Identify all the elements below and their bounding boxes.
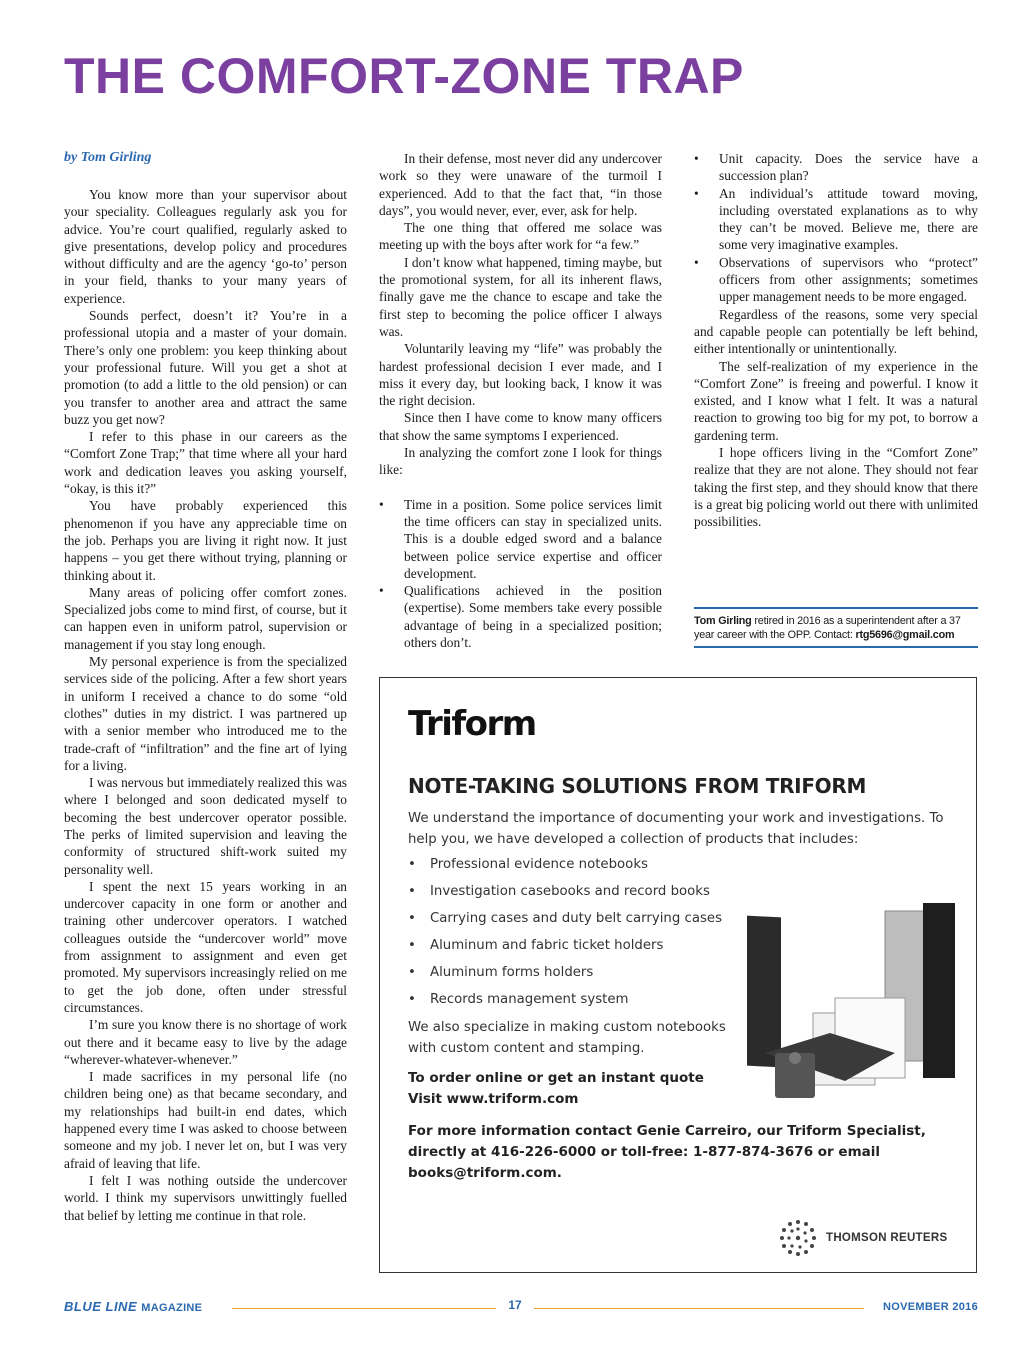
- ad-list-item: • Aluminum forms holders: [408, 963, 722, 990]
- column-3: [694, 150, 978, 531]
- paragraph: I refer to this phase in our careers as the “Comfort Zone Trap;” that time where all your hard work and dedication leaves you asking yourself, “okay, is this it?”: [64, 429, 347, 497]
- paragraph: I felt I was nothing outside the undercover world. I think my supervisors unwittingly fuelled that belief by letting me continue in that role.: [64, 1172, 347, 1223]
- ad-intro: We understand the importance of documenting your work and investigations. To help you, we have developed a collection of products that includes:: [408, 811, 944, 847]
- ad-order-info: [408, 1068, 704, 1110]
- paragraph: Many areas of policing offer comfort zones. Specialized jobs come to mind first, of course, but it can happen even in uniform patrol, supervision or management if you stay long enough.: [64, 584, 347, 652]
- list-item: • Qualifications achieved in the position (expertise). Some members take every possible advantage of being in a specialized position; others don’t.: [379, 582, 662, 651]
- paragraph: I was nervous but immediately realized this was where I belonged and soon dedicated myself to becoming the best undercover operator possible. The perks of limited supervision and leaving the conformity of structured shift-work suited my personality well.: [64, 775, 347, 877]
- triform-logo: Triform: [408, 704, 536, 744]
- list-item: • Unit capacity. Does the service have a succession plan?: [694, 150, 978, 185]
- paragraph: In analyzing the comfort zone I look for things like:: [379, 445, 662, 478]
- brand-name: BLUE LINE: [64, 1299, 138, 1314]
- paragraph: Since then I have come to know many officers that show the same symptoms I experienced.: [379, 410, 662, 443]
- paragraph: I’m sure you know there is no shortage of work out there and it became easy to live by the adage “wherever-whatever-whenever.”: [64, 1017, 347, 1067]
- ad-list-item: • Investigation casebooks and record books: [408, 882, 722, 909]
- ad-headline: NOTE-TAKING SOLUTIONS FROM TRIFORM: [408, 774, 867, 798]
- column-2: [379, 150, 662, 651]
- paragraph: I don’t know what happened, timing maybe, but the promotional system, for all its inherent flaws, finally gave me the chance to escape and take the first step to becoming the police officer I always was.: [379, 254, 662, 339]
- paragraph: I hope officers living in the “Comfort Zone” realize that they are not alone. They should not fear taking the first step, and they should know that there is a great big policing world out there with unlimited possibilities.: [694, 445, 978, 530]
- paragraph: The one thing that offered me solace was meeting up with the boys after work for “a few.”: [379, 220, 662, 253]
- issue-date: NOVEMBER 2016: [883, 1301, 978, 1313]
- paragraph: Regardless of the reasons, some very special and capable people can potentially be left behind, either intentionally or unintentionally.: [694, 306, 978, 357]
- page-footer: [64, 1297, 978, 1317]
- paragraph: You know more than your supervisor about your speciality. Colleagues regularly ask you for advice. You’re court qualified, regularly asked to give presentations, develop policy and procedures without difficulty and are the agency ‘go-to’ person in your field, thanks to your many years of experience.: [64, 187, 347, 306]
- footer-brand: [64, 1299, 202, 1314]
- brand-magazine: MAGAZINE: [141, 1302, 203, 1314]
- notebook-products-image: [735, 903, 960, 1103]
- ad-contact-info: For more information contact Genie Carreiro, our Triform Specialist, directly at 416-226-6000 or toll-free: 1-877-874-3676 or email books@triform.com.: [408, 1123, 926, 1181]
- paragraph: In their defense, most never did any undercover work so they were unaware of the turmoil I experienced. Add to that the fact that, “in those days”, you would never, ever, ever, ask for help.: [379, 151, 662, 218]
- bullet-list: [379, 496, 662, 652]
- bio-text: retired in 2016 as a superintendent after a 37 year career with the OPP. Contact:: [694, 615, 961, 641]
- list-item: • Time in a position. Some police services limit the time officers can stay in specialized units. This is a double edged sword and a balance between police service expertise and officer development.: [379, 496, 662, 582]
- paragraph: I made sacrifices in my personal life (no children being one) as that became secondary, and my relationships had built-in end dates, which happened every time I was asked to choose between someone and my job. I never let on, but I was very afraid of leaving that life.: [64, 1069, 347, 1171]
- ad-list-item: • Professional evidence notebooks: [408, 855, 722, 882]
- paragraph: You have probably experienced this phenomenon if you have any appreciable time on the job. Perhaps you are living it right now. It just happens – you get there without trying, planning or thinking about it.: [64, 498, 347, 583]
- paragraph: Voluntarily leaving my “life” was probably the hardest professional decision I ever made, and I miss it every day, but looking back, I know it was the right decision.: [379, 341, 662, 409]
- thomson-reuters-globe-icon: [778, 1218, 818, 1258]
- bullet-list: [694, 150, 978, 306]
- list-item: • An individual’s attitude toward moving, including overstated explanations as to why they can’t be moved. Believe me, there are some very imaginative examples.: [694, 185, 978, 254]
- column-1: [64, 186, 347, 1224]
- paragraph: Sounds perfect, doesn’t it? You’re in a professional utopia and a master of your domain. There’s only one problem: you keep thinking about your professional future. Will you get a shot at promotion (to add a little to the old pension) or can you transfer to another area and attract the same buzz you get now?: [64, 308, 347, 427]
- ad-list-item: • Records management system: [408, 990, 722, 1017]
- paragraph: I spent the next 15 years working in an undercover capacity in one form or another and training other undercover operators. I watched colleagues outside the “undercover world” move from assignment to assignment and even get promoted. My supervisors increasingly relied on me to get the job done, often under stressful circumstances.: [64, 878, 347, 1015]
- paragraph: The self-realization of my experience in the “Comfort Zone” is freeing and powerful. I know it existed, and I know what I felt. It was a natural reaction to growing too big for my pot, to borrow a gardening term.: [694, 358, 978, 443]
- spacer: [379, 479, 662, 496]
- author-bio: [694, 607, 978, 648]
- ad-product-list: [408, 855, 722, 1017]
- footer-rule-left: [232, 1308, 496, 1309]
- ad-order-line: To order online or get an instant quote: [408, 1070, 704, 1086]
- ad-website[interactable]: Visit www.triform.com: [408, 1091, 579, 1107]
- paragraph: My personal experience is from the specialized services side of the policing. After a few short years in uniform I received a chance to do some “old clothes” duties in my district. I was partnered up with a senior member who introduced me to the trade-craft of “infiltration” and the fine art of lying for a living.: [64, 654, 347, 773]
- triform-advertisement: [379, 677, 977, 1273]
- list-item: • Observations of supervisors who “protect” officers from other assignments; sometimes upper management needs to be more engaged.: [694, 254, 978, 306]
- byline: by Tom Girling: [64, 150, 152, 165]
- ad-custom-text: We also specialize in making custom notebooks with custom content and stamping.: [408, 1020, 726, 1056]
- author-name: Tom Girling: [694, 615, 752, 627]
- ad-list-item: • Aluminum and fabric ticket holders: [408, 936, 722, 963]
- article-title: THE COMFORT-ZONE TRAP: [64, 48, 744, 104]
- ad-list-item: • Carrying cases and duty belt carrying cases: [408, 909, 722, 936]
- author-email[interactable]: rtg5696@gmail.com: [855, 629, 955, 641]
- thomson-reuters-name: THOMSON REUTERS: [826, 1232, 948, 1244]
- footer-rule-right: [534, 1308, 864, 1309]
- page-number: 17: [508, 1298, 522, 1312]
